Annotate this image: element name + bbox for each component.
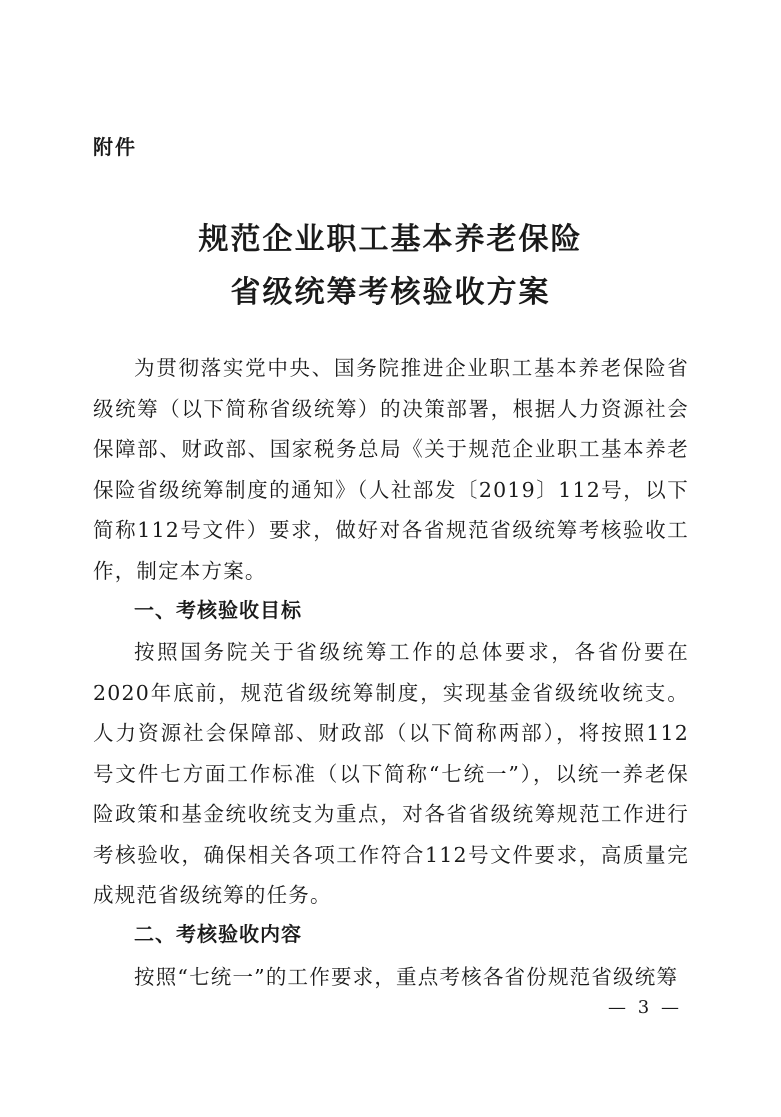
attachment-label: 附件 — [93, 135, 137, 159]
document-title-line-2: 省级统筹考核验收方案 — [230, 275, 551, 310]
page-number: — 3 — — [608, 997, 682, 1018]
section-1-paragraph: 按照国务院关于省级统筹工作的总体要求，各省份要在2020年底前，规范省级统筹制度，实现基金省级统收统支。人力资源社会保障部、财政部（以下简称两部），将按照112号文件七方面工作标准（以下简称“七统一”），以统一养老保险政策和基金统收统支为重点，对各省省级统筹规范工作进行考核验收，确保相关各项工作符合112号文件要求，高质量完成规范省级统筹的任务。 — [93, 640, 689, 907]
document-title-line-1: 规范企业职工基本养老保险 — [198, 222, 583, 257]
intro-paragraph: 为贯彻落实党中央、国务院推进企业职工基本养老保险省级统筹（以下简称省级统筹）的决策部署，根据人力资源社会保障部、财政部、国家税务总局《关于规范企业职工基本养老保险省级统筹制度的通知》（人社部发〔2019〕112号，以下简称112号文件）要求，做好对各省规范省级统筹考核验收工作，制定本方案。 — [93, 356, 689, 583]
section-2-heading: 二、考核验收内容 — [134, 922, 302, 946]
section-1-heading: 一、考核验收目标 — [134, 598, 302, 622]
section-2-paragraph: 按照“七统一”的工作要求，重点考核各省份规范省级统筹 — [134, 965, 679, 989]
